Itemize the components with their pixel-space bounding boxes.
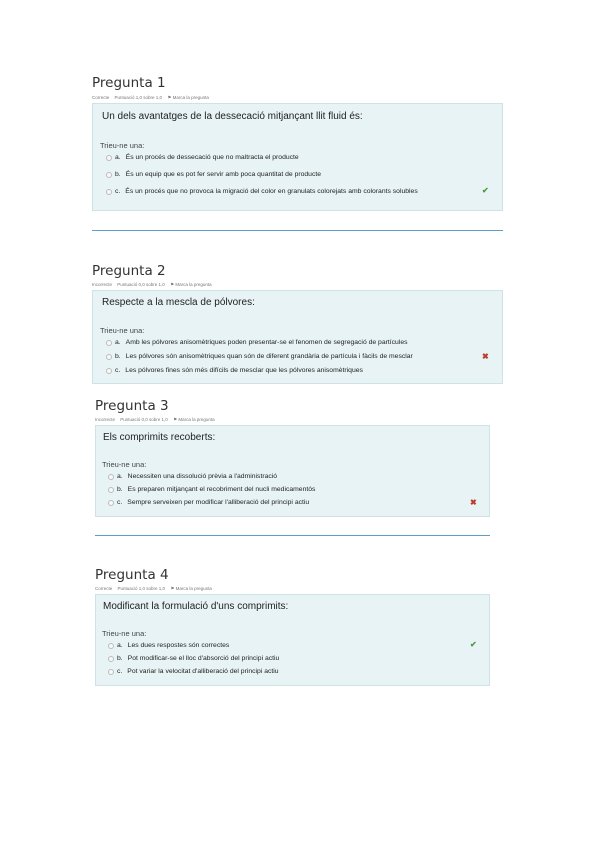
radio-button[interactable] (106, 189, 112, 195)
option-letter: a. (117, 473, 123, 480)
option-text: És un procés que no provoca la migració del color en granulats colorejats amb colorants solubles (125, 188, 418, 195)
question-text: Respecte a la mescla de pólvores: (102, 297, 255, 308)
option-a[interactable] (106, 339, 408, 346)
option-text: Necessiten una dissolució prèvia a l'administració (127, 473, 278, 480)
question-text: Modificant la formulació d'uns comprimits: (103, 601, 289, 612)
flag-question-link[interactable]: ⚑ Marca la pregunta (170, 282, 212, 287)
radio-button[interactable] (106, 155, 112, 161)
radio-button[interactable] (108, 487, 114, 493)
question-text: Els comprimits recoberts: (103, 432, 216, 443)
option-c[interactable] (108, 668, 279, 675)
option-a[interactable] (108, 473, 277, 480)
question-meta (92, 282, 212, 288)
option-text: Les dues respostes són correctes (127, 642, 230, 649)
option-text: Les pólvores fines són més difícils de mesclar que les pólvores anisomètriques (125, 367, 363, 374)
question-meta (92, 95, 209, 101)
radio-button[interactable] (108, 669, 114, 675)
correct-check-icon: ✔ (470, 640, 477, 649)
option-letter: a. (115, 154, 121, 161)
option-letter: c. (115, 188, 121, 195)
status-label: Correcte (95, 586, 113, 591)
score-label: Puntuació 1,0 sobre 1,0 (117, 586, 166, 591)
question-text: Un dels avantatges de la dessecació mitjançant llit fluid és: (102, 111, 363, 122)
option-text: Les pólvores són anisomètriques quan són de diferent grandària de partícula i fàcils de mesclar (125, 353, 413, 360)
flag-label: Marca la pregunta (175, 282, 212, 287)
option-letter: c. (117, 668, 123, 675)
option-text: És un equip que es pot fer servir amb poca quantitat de producte (125, 171, 322, 178)
flag-label: Marca la pregunta (178, 417, 215, 422)
flag-question-link[interactable]: ⚑ Marca la pregunta (170, 586, 212, 591)
question-meta (95, 417, 215, 423)
option-text: Es preparen mitjançant el recobriment del nucli medicamentós (127, 486, 316, 493)
option-letter: b. (115, 171, 121, 178)
question-title: Pregunta 4 (95, 567, 169, 583)
radio-button[interactable] (106, 368, 112, 374)
question-meta (95, 586, 212, 592)
choose-prompt: Trieu-ne una: (100, 141, 145, 150)
option-b[interactable] (108, 655, 279, 662)
score-label: Puntuació 0,0 sobre 1,0 (120, 417, 168, 422)
option-letter: c. (117, 499, 123, 506)
radio-button[interactable] (108, 474, 114, 480)
choose-prompt: Trieu-ne una: (102, 629, 147, 638)
option-text: Pot variar la velocitat d'alliberació del principi actiu (127, 668, 279, 675)
flag-label: Marca la pregunta (172, 95, 209, 100)
score-label: Puntuació 1,0 sobre 1,0 (114, 95, 163, 100)
option-letter: c. (115, 367, 121, 374)
separator (95, 535, 490, 536)
option-letter: b. (117, 486, 123, 493)
correct-check-icon: ✔ (482, 186, 489, 195)
choose-prompt: Trieu-ne una: (102, 460, 147, 469)
flag-label: Marca la pregunta (175, 586, 212, 591)
incorrect-cross-icon: ✖ (470, 498, 477, 507)
question-title: Pregunta 1 (92, 75, 166, 91)
option-c[interactable] (108, 499, 309, 506)
radio-button[interactable] (108, 656, 114, 662)
option-letter: b. (117, 655, 123, 662)
radio-button[interactable] (106, 340, 112, 346)
option-text: És un procés de dessecació que no maltracta el producte (125, 154, 299, 161)
question-title: Pregunta 2 (92, 263, 166, 279)
flag-question-link[interactable]: ⚑ Marca la pregunta (167, 95, 209, 100)
option-a[interactable] (108, 642, 229, 649)
radio-button[interactable] (106, 354, 112, 360)
status-label: Incorrecte (95, 417, 116, 422)
score-label: Puntuació 0,0 sobre 1,0 (117, 282, 165, 287)
radio-button[interactable] (108, 643, 114, 649)
question-title: Pregunta 3 (95, 398, 169, 414)
option-text: Amb les pólvores anisomètriques poden presentar-se el fenomen de segregació de partícules (125, 339, 408, 346)
radio-button[interactable] (106, 172, 112, 178)
status-label: Correcte (92, 95, 110, 100)
option-c[interactable] (106, 367, 363, 374)
option-b[interactable] (106, 353, 413, 360)
separator (92, 230, 503, 231)
option-a[interactable] (106, 154, 299, 161)
option-letter: a. (117, 642, 123, 649)
option-text: Pot modificar-se el lloc d'absorció del principi actiu (127, 655, 280, 662)
incorrect-cross-icon: ✖ (482, 352, 489, 361)
status-label: Incorrecte (92, 282, 113, 287)
option-b[interactable] (106, 171, 321, 178)
choose-prompt: Trieu-ne una: (100, 326, 145, 335)
option-letter: a. (115, 339, 121, 346)
option-c[interactable] (106, 188, 418, 195)
option-letter: b. (115, 353, 121, 360)
option-b[interactable] (108, 486, 315, 493)
radio-button[interactable] (108, 500, 114, 506)
option-text: Sempre serveixen per modificar l'alliberació del principi actiu (127, 499, 310, 506)
flag-question-link[interactable]: ⚑ Marca la pregunta (173, 417, 215, 422)
